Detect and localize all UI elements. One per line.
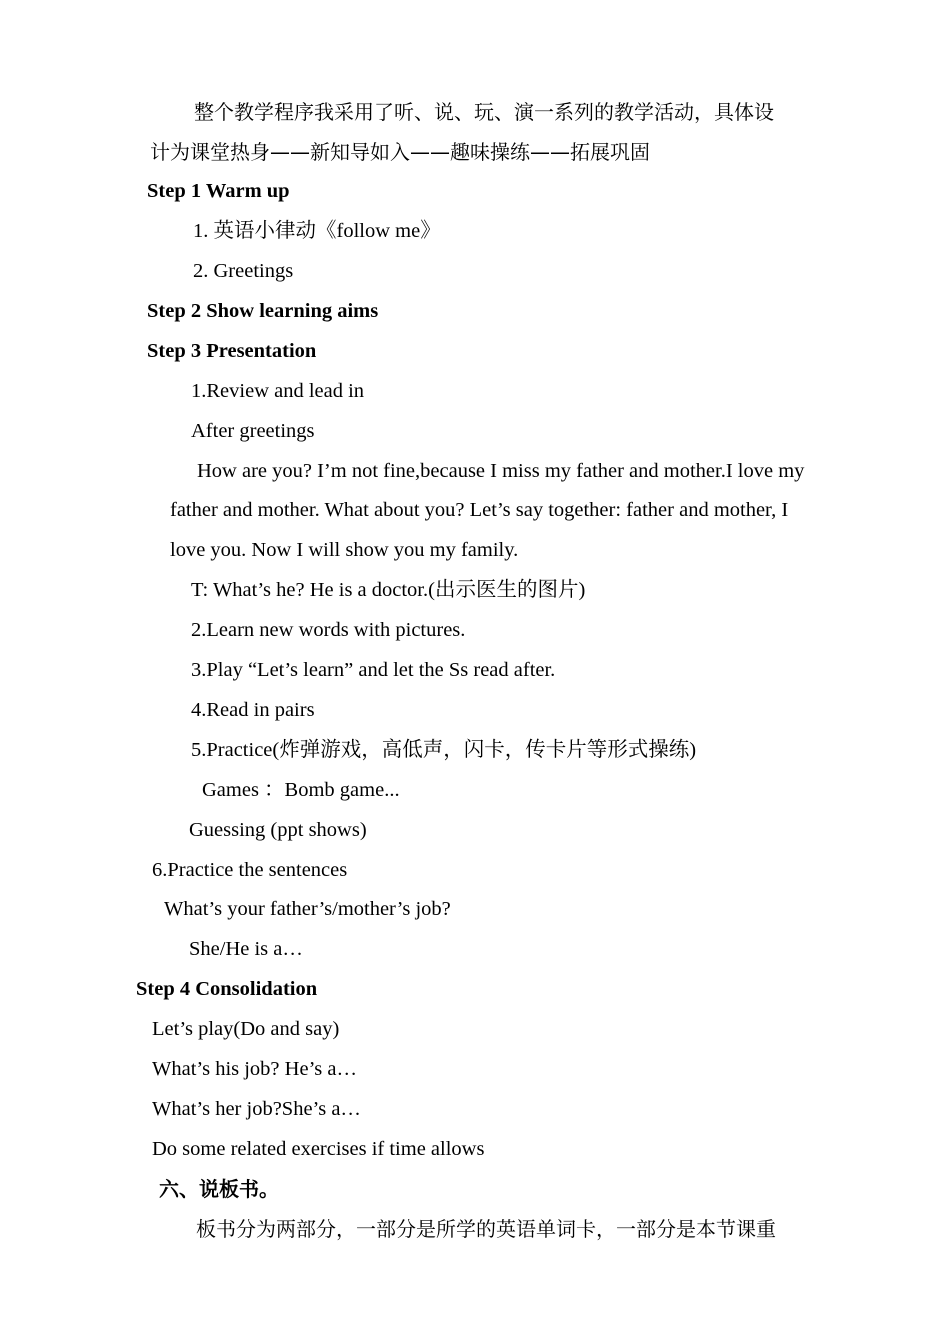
intro-line-2: 计为课堂热身——新知导如入——趣味操练——拓展巩固 <box>150 140 650 164</box>
step4-item-3: What’s her job?She’s a… <box>152 1098 361 1120</box>
step1-item-2: 2. Greetings <box>193 260 294 282</box>
step3-talk-line-1: How are you? I’m not fine,because I miss my father and mother.I love my <box>197 460 805 482</box>
step3-question: What’s your father’s/mother’s job? <box>164 898 451 920</box>
step3-talk-line-3: love you. Now I will show you my family. <box>170 539 519 561</box>
step3-pairs: 4.Read in pairs <box>191 699 315 721</box>
step3-review: 1.Review and lead in <box>191 380 365 402</box>
step3-play: 3.Play “Let’s learn” and let the Ss read after. <box>191 659 556 681</box>
step1-heading: Step 1 Warm up <box>147 180 290 202</box>
step3-sentences: 6.Practice the sentences <box>152 859 348 881</box>
step3-answer: She/He is a… <box>189 938 303 960</box>
step3-after: After greetings <box>191 420 315 442</box>
step3-talk-line-2: father and mother. What about you? Let’s say together: father and mother, I <box>170 499 789 521</box>
step4-item-1: Let’s play(Do and say) <box>152 1018 340 1040</box>
step3-heading: Step 3 Presentation <box>147 340 317 362</box>
step1-item-1: 1. 英语小律动《follow me》 <box>193 220 441 242</box>
step2-heading: Step 2 Show learning aims <box>147 300 379 322</box>
step4-heading: Step 4 Consolidation <box>136 978 318 1000</box>
intro-line-1: 整个教学程序我采用了听、说、玩、演一系列的教学活动，具体设 <box>194 100 774 124</box>
step3-guessing: Guessing (ppt shows) <box>189 819 367 841</box>
step4-item-2: What’s his job? He’s a… <box>152 1058 357 1080</box>
step3-learn: 2.Learn new words with pictures. <box>191 619 466 641</box>
step3-practice: 5.Practice(炸弹游戏，高低声，闪卡，传卡片等形式操练) <box>191 739 697 761</box>
step4-item-4: Do some related exercises if time allows <box>152 1138 485 1160</box>
section6-text: 板书分为两部分，一部分是所学的英语单词卡，一部分是本节课重 <box>196 1217 776 1241</box>
step3-games: Games ：Bomb game... <box>202 779 400 801</box>
step3-teacher: T: What’s he? He is a doctor.(出示医生的图片) <box>191 579 586 601</box>
section6-heading: 六、说板书。 <box>159 1177 279 1201</box>
